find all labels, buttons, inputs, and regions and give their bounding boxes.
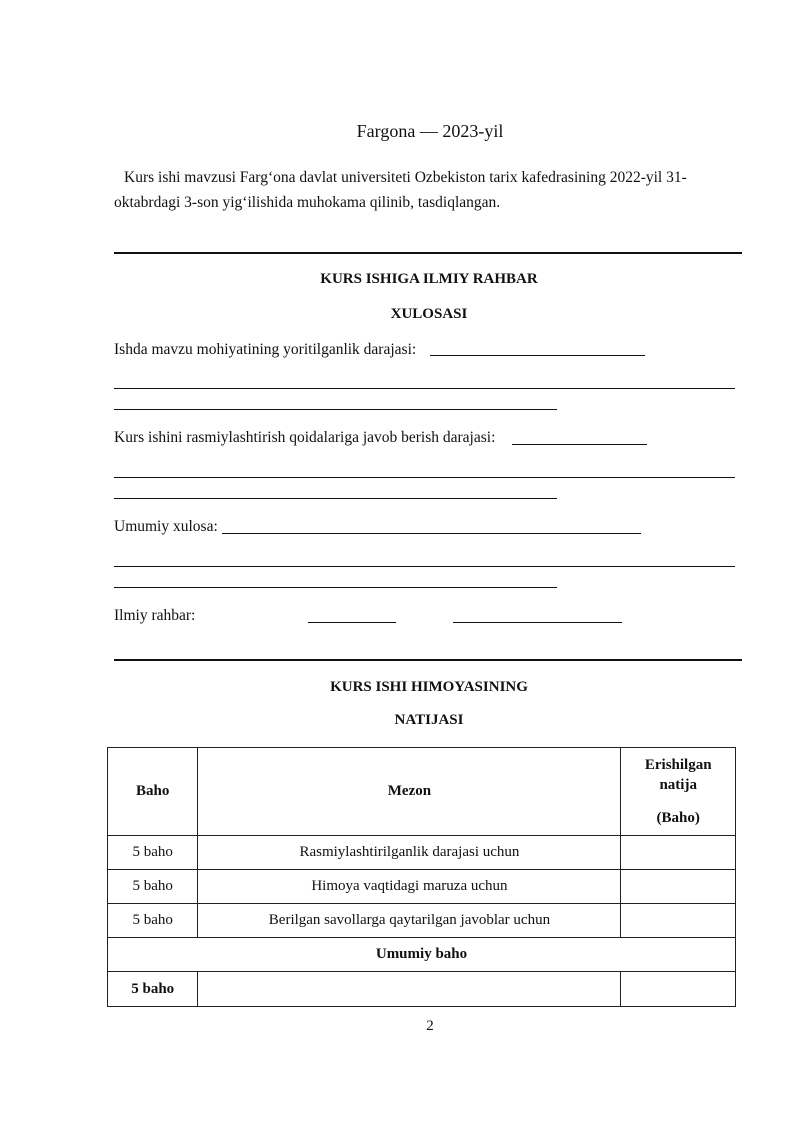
total-grade-row bbox=[108, 972, 736, 1007]
row-grade: 5 baho bbox=[108, 904, 198, 938]
row-criterion: Rasmiylashtirilganlik darajasi uchun bbox=[198, 836, 621, 870]
general-conclusion-blank[interactable] bbox=[222, 533, 641, 534]
total-grade-value: 5 baho bbox=[108, 972, 198, 1007]
supervisor-section-title: KURS ISHIGA ILMIY RAHBAR bbox=[320, 271, 538, 287]
supervisor-name-blank[interactable] bbox=[453, 622, 622, 623]
table-header-row bbox=[108, 748, 736, 836]
defense-section-title: KURS ISHI HIMOYASINING bbox=[330, 679, 528, 695]
intro-line-2: oktabrdagi 3-son yig‘ilishida muhokama qilinib, tasdiqlangan. bbox=[114, 194, 501, 211]
page-number: 2 bbox=[426, 1018, 434, 1034]
grade-column-header: Baho bbox=[108, 748, 198, 836]
row-grade: 5 baho bbox=[108, 836, 198, 870]
criterion-column-header: Mezon bbox=[198, 748, 621, 836]
row-criterion: Himoya vaqtidagi maruza uchun bbox=[198, 870, 621, 904]
coverage-level-blank-line-3[interactable] bbox=[114, 409, 557, 410]
total-grade-result-cell[interactable] bbox=[621, 972, 736, 1007]
result-header-line-3: (Baho) bbox=[656, 810, 700, 826]
formatting-level-label: Kurs ishini rasmiylashtirish qoidalariga javob berish darajasi: bbox=[114, 429, 496, 446]
total-label-row bbox=[108, 938, 736, 972]
section-divider-top bbox=[114, 252, 742, 254]
supervisor-section-subtitle: XULOSASI bbox=[390, 306, 468, 322]
general-conclusion-blank-line-2[interactable] bbox=[114, 566, 735, 567]
formatting-level-blank[interactable] bbox=[512, 444, 647, 445]
row-grade: 5 baho bbox=[108, 870, 198, 904]
city-year-line: Fargona — 2023-yil bbox=[356, 121, 504, 141]
coverage-level-label: Ishda mavzu mohiyatining yoritilganlik darajasi: bbox=[114, 341, 417, 358]
result-header-line-1: Erishilgan bbox=[644, 757, 712, 773]
coverage-level-blank[interactable] bbox=[430, 355, 645, 356]
total-grade-empty-cell bbox=[198, 972, 621, 1007]
result-header-line-2: natija bbox=[659, 777, 697, 793]
supervisor-signature-blank[interactable] bbox=[308, 622, 396, 623]
supervisor-signature-label: Ilmiy rahbar: bbox=[114, 607, 196, 624]
row-criterion: Berilgan savollarga qaytarilgan javoblar uchun bbox=[198, 904, 621, 938]
general-conclusion-label: Umumiy xulosa: bbox=[114, 518, 218, 535]
defense-results-table bbox=[107, 747, 736, 1007]
general-conclusion-blank-line-3[interactable] bbox=[114, 587, 557, 588]
row-result-cell[interactable] bbox=[621, 836, 736, 870]
formatting-level-blank-line-2[interactable] bbox=[114, 477, 735, 478]
table-row bbox=[108, 870, 736, 904]
result-column-header bbox=[621, 748, 736, 836]
row-result-cell[interactable] bbox=[621, 870, 736, 904]
coverage-level-blank-line-2[interactable] bbox=[114, 388, 735, 389]
defense-section-subtitle: NATIJASI bbox=[394, 712, 464, 728]
table-row bbox=[108, 836, 736, 870]
total-grade-label: Umumiy baho bbox=[108, 938, 736, 972]
table-row bbox=[108, 904, 736, 938]
formatting-level-blank-line-3[interactable] bbox=[114, 498, 557, 499]
row-result-cell[interactable] bbox=[621, 904, 736, 938]
section-divider-bottom bbox=[114, 659, 742, 661]
intro-line-1: Kurs ishi mavzusi Farg‘ona davlat universiteti Ozbekiston tarix kafedrasining 2022-yil 31- bbox=[124, 169, 687, 186]
